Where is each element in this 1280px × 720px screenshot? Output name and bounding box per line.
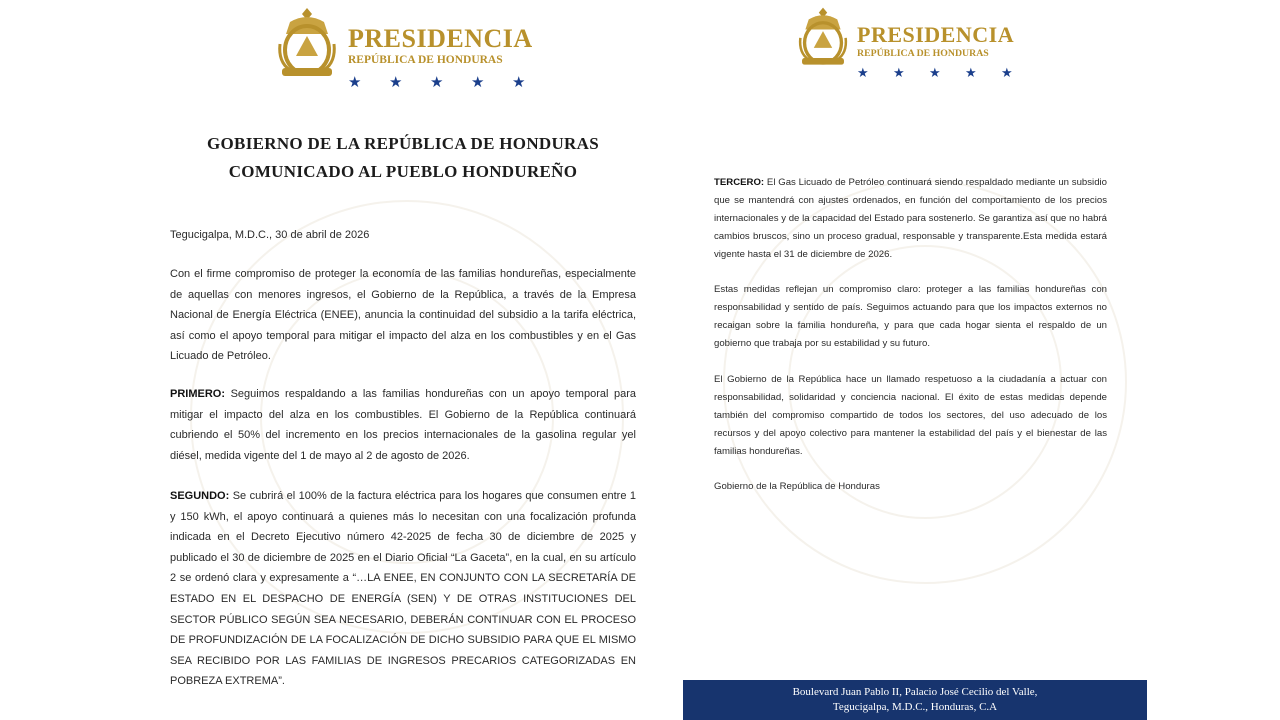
brand-subtitle: REPÚBLICA DE HONDURAS: [348, 54, 503, 66]
call-paragraph: El Gobierno de la República hace un llamado respetuoso a la ciudadanía a actuar con responsabilidad, solidaridad y conciencia nacional. El éxito de estas medidas depende también del compromiso compartido de todos los sectores, del uso adecuado de los recursos y del apoyo colectivo para mantener la estabilidad del país y el bienestar de las familias hondureñas.: [714, 374, 1107, 458]
measures-paragraph: Estas medidas reflejan un compromiso claro: proteger a las familias hondureñas con responsabilidad y sentido de país. Seguimos actuando para que los impactos externos no recaigan sobre la familia hondureña, y para que cada hogar sienta el respaldo de un gobierno que trabaja por su estabilidad y su futuro.: [714, 284, 1107, 350]
primero-paragraph: [170, 384, 636, 466]
star-row: [857, 65, 1014, 81]
document-page-2: [683, 0, 1147, 720]
coat-of-arms-icon: [276, 4, 338, 82]
segundo-text: Se cubrirá el 100% de la factura eléctrica para los hogares que consumen entre 1 y 150 kWh, el apoyo continuará a quienes más lo necesitan con una focalización profunda indicada en el Decreto Ejecutivo número 42-2025 de fecha 30 de diciembre de 2025 y publicado el 30 de diciembre de 2025 en el Diario Oficial “La Gaceta”, en la cual, en su artículo 2 se ordenó clara y expresamente a “…LA ENEE, EN CONJUNTO CON LA SECRETARÍA DE ESTADO EN EL DESPACHO DE ENERGÍA (SEN) Y DE OTRAS INSTITUCIONES DEL SECTOR PÚBLICO SEGÚN SEA NECESARIO, DEBERÁN CONTINUAR CON EL PROCESO DE PROFUNDIZACIÓN DE LA FOCALIZACIÓN DE DICHO SUBSIDIO PARA QUE EL MISMO SEA RECIBIDO POR LAS FAMILIAS DE INGRESOS PRECARIOS CATEGORIZADAS EN POBREZA EXTREMA”.: [170, 490, 636, 688]
signature-line: Gobierno de la República de Honduras: [714, 481, 880, 492]
star-icon: ★: [1001, 64, 1013, 80]
footer-address-line-2: Tegucigalpa, M.D.C., Honduras, C.A: [832, 701, 998, 713]
tercero-paragraph: [714, 174, 1107, 264]
title-line-1: GOBIERNO DE LA REPÚBLICA DE HONDURAS: [207, 134, 599, 153]
star-icon: ★: [893, 64, 905, 80]
presidency-header: [797, 4, 1014, 81]
star-icon: ★: [965, 64, 977, 80]
primero-label: PRIMERO:: [170, 388, 225, 400]
document-page-1: [150, 0, 656, 720]
intro-paragraph: Con el firme compromiso de proteger la economía de las familias hondureñas, especialmente de aquellas con menores ingresos, el Gobierno de la República, a través de la Empresa Nacional de Energía Eléctrica (ENEE), anuncia la continuidad del subsidio a la tarifa eléctrica, así como el apoyo temporal para mitigar el impacto del alza en los combustibles y en el Gas Licuado de Petróleo.: [170, 268, 636, 363]
star-icon: ★: [389, 73, 403, 91]
brand-block: [348, 4, 533, 91]
primero-text: Seguimos respaldando a las familias hondureñas con un apoyo temporal para mitigar el impacto del alza en los combustibles. El Gobierno de la República continuará cubriendo el 50% del incremento en los precios internacionales de la gasolina regular yel diésel, medida vigente del 1 de mayo al 2 de agosto de 2026.: [170, 388, 636, 462]
coat-of-arms-icon: [797, 4, 849, 70]
date-line: Tegucigalpa, M.D.C., 30 de abril de 2026: [170, 229, 370, 241]
brand-block: [857, 4, 1014, 81]
star-row: [348, 73, 533, 91]
star-icon: ★: [929, 64, 941, 80]
brand-title: PRESIDENCIA: [857, 22, 1015, 47]
star-icon: ★: [348, 73, 362, 91]
brand-subtitle: REPÚBLICA DE HONDURAS: [857, 48, 989, 59]
document-title: [150, 130, 656, 186]
footer-address-line-1: Boulevard Juan Pablo II, Palacio José Cecilio del Valle,: [792, 686, 1038, 698]
star-icon: ★: [430, 73, 444, 91]
segundo-label: SEGUNDO:: [170, 490, 230, 502]
brand-title: PRESIDENCIA: [348, 24, 533, 53]
address-footer: [683, 680, 1147, 720]
segundo-paragraph: [170, 486, 636, 692]
tercero-label: TERCERO:: [714, 177, 765, 188]
title-line-2: COMUNICADO AL PUEBLO HONDUREÑO: [228, 162, 578, 181]
star-icon: ★: [857, 64, 869, 80]
presidency-header: [276, 4, 533, 91]
star-icon: ★: [471, 73, 485, 91]
star-icon: ★: [512, 73, 526, 91]
tercero-text: El Gas Licuado de Petróleo continuará siendo respaldado mediante un subsidio que se mantendrá con ajustes ordenados, en función del comportamiento de los precios internacionales y de la capacidad del Estado para sostenerlo. Se garantiza así que no habrá cambios bruscos, sino un proceso gradual, responsable y transparente.Esta medida estará vigente hasta el 31 de diciembre de 2026.: [714, 177, 1107, 261]
